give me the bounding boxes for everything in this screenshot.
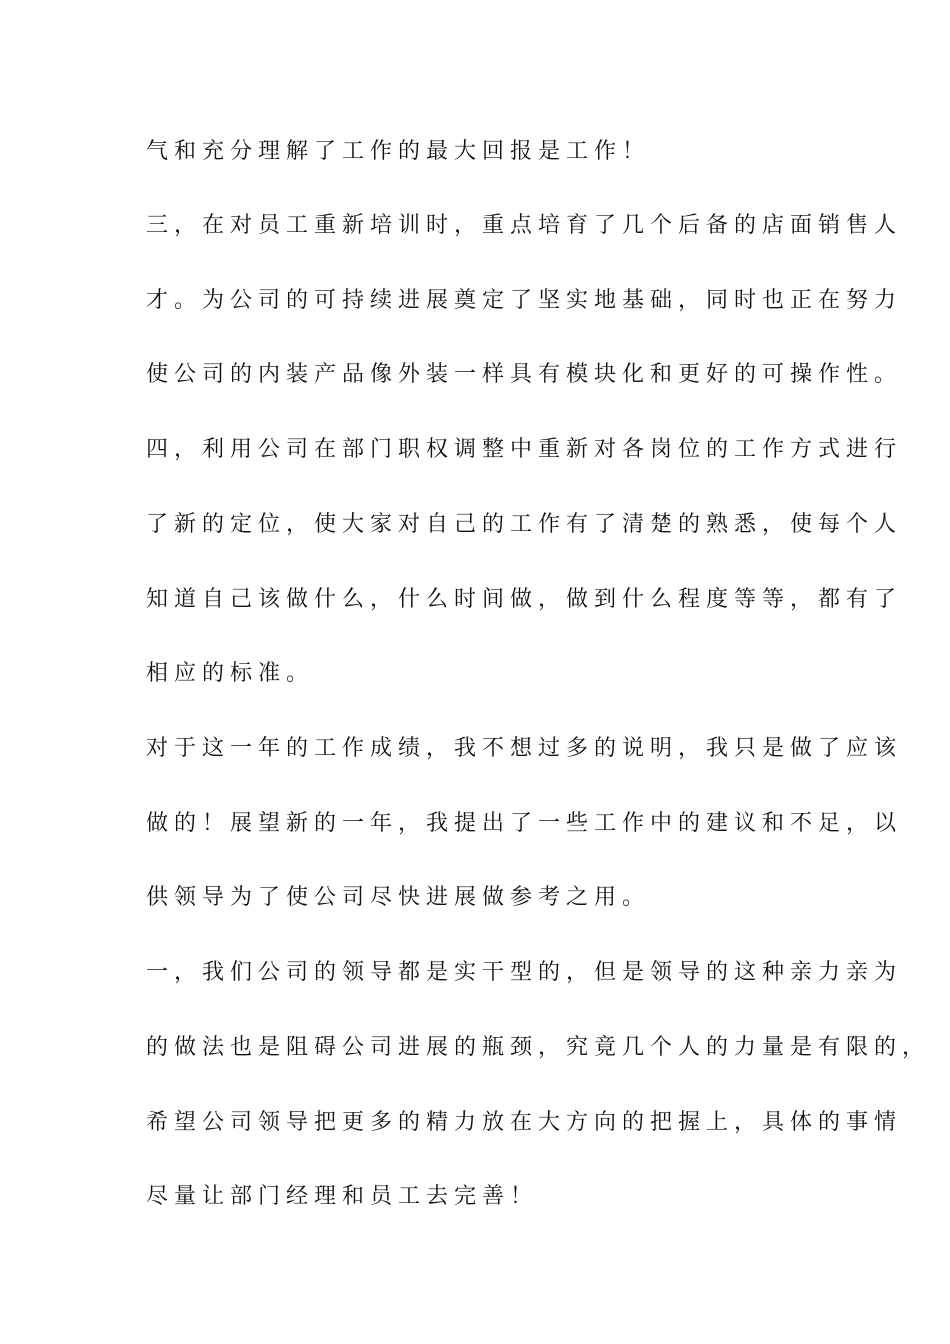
text-line: 尽量让部门经理和员工去完善！ [146,1184,539,1209]
text-line: 对于这一年的工作成绩，我不想过多的说明，我只是做了应该 [146,736,903,761]
text-line: 气和充分理解了工作的最大回报是工作！ [146,139,651,164]
text-line: 供领导为了使公司尽快进展做参考之用。 [146,885,651,910]
text-line: 才。为公司的可持续进展奠定了坚实地基础，同时也正在努力 [146,288,903,313]
text-line: 四，利用公司在部门职权调整中重新对各岗位的工作方式进行 [146,437,903,462]
text-line: 使公司的内装产品像外装一样具有模块化和更好的可操作性。 [146,362,903,387]
text-line: 的做法也是阻碍公司进展的瓶颈，究竟几个人的力量是有限的， [146,1035,931,1060]
text-line: 知道自己该做什么，什么时间做，做到什么程度等等，都有了 [146,587,903,612]
text-line: 希望公司领导把更多的精力放在大方向的把握上，具体的事情 [146,1110,903,1135]
text-line: 一，我们公司的领导都是实干型的，但是领导的这种亲力亲为 [146,960,903,985]
text-line: 了新的定位，使大家对自己的工作有了清楚的熟悉，使每个人 [146,512,903,537]
text-line: 相应的标准。 [146,661,315,686]
text-line: 三，在对员工重新培训时，重点培育了几个后备的店面销售人 [146,213,903,238]
text-line: 做的！展望新的一年，我提出了一些工作中的建议和不足，以 [146,811,903,836]
